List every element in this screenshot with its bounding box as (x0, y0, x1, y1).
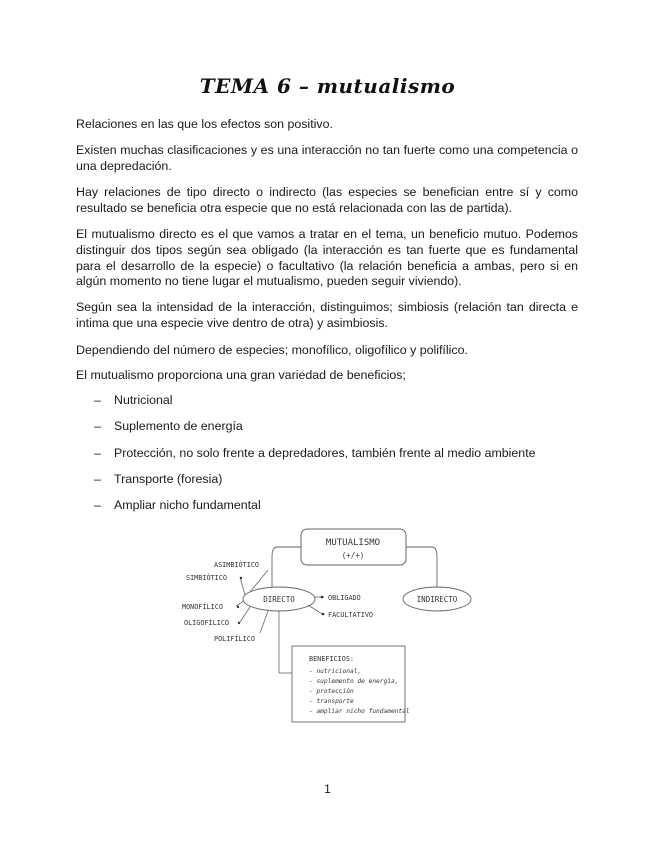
indirecto-label: INDIRECTO (416, 595, 458, 604)
dot-monofilico (237, 606, 239, 608)
paragraph-classifications: Existen muchas clasificaciones y es una interacción no tan fuerte como una competencia o una depredación. (76, 143, 578, 173)
paragraph-benefits-intro: El mutualismo proporciona una gran variedad de beneficios; (76, 368, 406, 382)
paragraph-intro: Relaciones en las que los efectos son positivo. (76, 117, 333, 131)
branch-obligado: OBLIGADO (328, 594, 361, 602)
branch-monofilico: MONOFÍLICO (182, 603, 223, 611)
list-bullet: – (94, 419, 101, 434)
page-number: 1 (324, 782, 331, 796)
page-title: TEMA 6 – mutualismo (199, 74, 456, 98)
line-oligofilico (240, 607, 250, 622)
paragraph-direct-mutualism: El mutualismo directo es el que vamos a tratar en el tema, un beneficio mutuo. Podemos distinguir dos tipos según sea obligado (la interacción es tan fuerte que es fundamental para el desarrollo de la especie) o facultativo (la relación beneficia a ambas, pero si en algún momento no tiene lugar el mutualismo, pueden seguir viviendo). (76, 227, 578, 289)
list-bullet: – (94, 498, 101, 513)
branch-oligofilico: OLIGOFÍLICO (184, 619, 230, 627)
list-item (94, 419, 536, 445)
branch-simbiotico: SIMBIÓTICO (186, 574, 227, 582)
list-item-text: Suplemento de energía (114, 419, 243, 434)
list-bullet: – (94, 471, 101, 486)
root-label: MUTUALISMO (325, 538, 381, 548)
branch-polifilico: POLIFÍLICO (214, 635, 255, 643)
benefit-item: - ampliar nicho fundamental (309, 708, 410, 715)
connector-directo (272, 547, 301, 587)
line-polifilico (260, 611, 268, 633)
list-item-text: Transporte (foresia) (114, 471, 223, 486)
list-item (94, 498, 536, 524)
list-bullet: – (94, 445, 101, 460)
list-item (94, 472, 536, 498)
list-item-text: Nutricional (114, 393, 173, 407)
list-bullet: – (94, 393, 101, 407)
dot-facultativo (322, 613, 325, 616)
benefit-item: - nutricional, (309, 668, 362, 675)
root-sublabel: (+/+) (341, 551, 365, 560)
benefits-list (94, 393, 536, 524)
branch-asimbiotico: ASIMBIÓTICO (214, 561, 260, 569)
list-item (94, 393, 536, 419)
list-item-text: Ampliar nicho fundamental (114, 498, 261, 513)
paragraph-intensity: Según sea la intensidad de la interacción, distinguimos; simbiosis (relación tan directa e intima que una especie vive dentro de otra) y asimbiosis. (76, 300, 578, 330)
benefit-item: - suplemento de energía, (309, 678, 399, 685)
benefits-title: BENEFICIOS: (309, 655, 355, 663)
dot-simbiotico (240, 577, 242, 579)
dot-oligofilico (238, 622, 240, 624)
connector-indirecto (406, 547, 437, 587)
benefit-item: - protección (309, 688, 354, 695)
branch-facultativo: FACULTATIVO (328, 611, 374, 619)
dot-obligado (321, 596, 324, 599)
benefit-item: - transporte (309, 698, 354, 705)
list-item-text: Protección, no solo frente a depredadores, también frente al medio ambiente (114, 445, 536, 460)
mutualism-diagram (178, 525, 478, 725)
paragraph-direct-indirect: Hay relaciones de tipo directo o indirecto (las especies se benefician entre sí y como resultado se beneficia otra especie que no está relacionada con las de partida). (76, 185, 578, 215)
line-monofilico (236, 601, 244, 606)
line-simbiotico (240, 577, 245, 595)
directo-label: DIRECTO (263, 595, 295, 604)
line-facultativo (308, 605, 322, 614)
paragraph-species-number: Dependiendo del número de especies; monofílico, oligofílico y polifílico. (76, 343, 468, 357)
list-item (94, 446, 536, 472)
